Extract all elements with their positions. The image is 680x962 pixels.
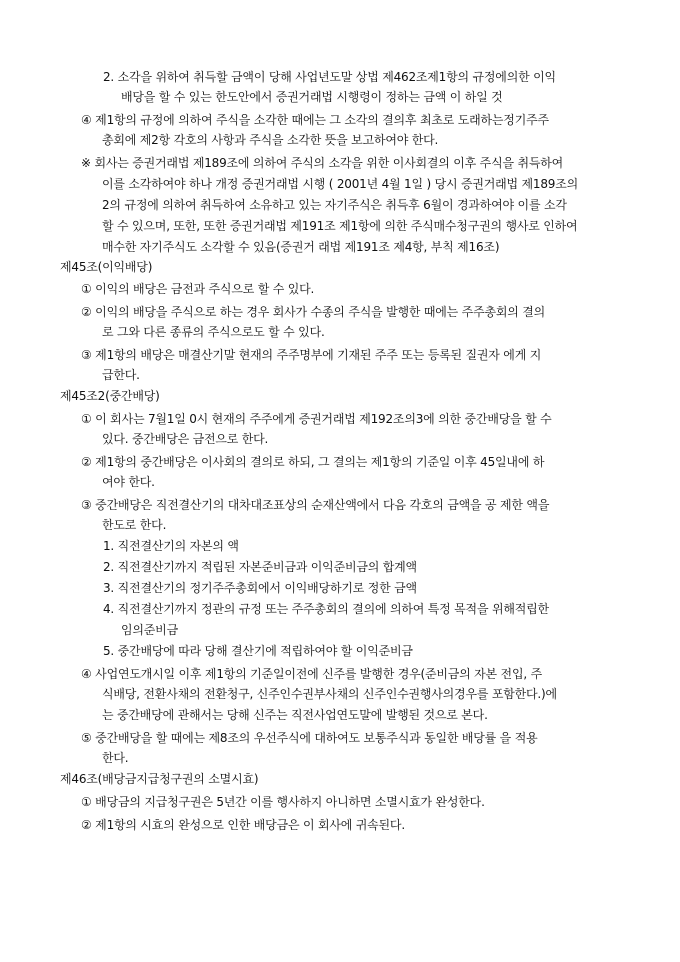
text-line: ① 이 회사는 7월1일 0시 현재의 주주에게 증권거래법 제192조의3에 의한 중간배당을 할 수 (81, 412, 552, 426)
text-line: ※ 회사는 증권거래법 제189조에 의하여 주식의 소각을 위한 이사회결의 이후 주식을 취득하여 (81, 156, 564, 170)
text-line: 2의 규정에 의하여 취득하여 소유하고 있는 자기주식은 취득후 6월이 경과하여야 이를 소각 (102, 198, 567, 212)
text-line: 는 중간배당에 관해서는 당해 신주는 직전사업연도말에 발행된 것으로 본다. (102, 708, 488, 722)
text-line: ④ 사업연도개시일 이후 제1항의 기준일이전에 신주를 발행한 경우(준비금의 자본 전입, 주 (81, 667, 542, 681)
text-line: 한도로 한다. (102, 518, 167, 532)
text-line: 2. 소각을 위하여 취득할 금액이 당해 사업년도말 상법 제462조제1항의 규정에의한 이익 (103, 70, 556, 84)
text-line: 임의준비금 (121, 623, 178, 637)
text-line: ② 이익의 배당을 주식으로 하는 경우 회사가 수종의 주식을 발행한 때에는 주주총회의 결의 (81, 305, 546, 319)
text-line: 식배당, 전환사채의 전환청구, 신주인수권부사채의 신주인수권행사의경우를 포함한다.)에 (102, 687, 557, 701)
text-line: 로 그와 다른 종류의 주식으로도 할 수 있다. (102, 325, 325, 339)
text-line: 4. 직전결산기까지 정관의 규정 또는 주주총회의 결의에 의하여 특정 목적을 위해적립한 (103, 602, 549, 616)
text-line: 제45조(이익배당) (60, 260, 153, 274)
text-line: 2. 직전결산기까지 적립된 자본준비금과 이익준비금의 합계액 (103, 560, 417, 574)
text-line: 3. 직전결산기의 정기주주총회에서 이익배당하기로 정한 금액 (103, 581, 417, 595)
text-line: 총회에 제2항 각호의 사항과 주식을 소각한 뜻을 보고하여야 한다. (102, 133, 439, 147)
text-line: ② 제1항의 시효의 완성으로 인한 배당금은 이 회사에 귀속된다. (81, 818, 405, 832)
text-line: 1. 직전결산기의 자본의 액 (103, 539, 239, 553)
text-line: ③ 중간배당은 직전결산기의 대차대조표상의 순재산액에서 다음 각호의 금액을 공 제한 액을 (81, 498, 550, 512)
text-line: ③ 제1항의 배당은 매결산기말 현재의 주주명부에 기재된 주주 또는 등록된 질권자 에게 지 (81, 348, 542, 362)
text-line: 있다. 중간배당은 금전으로 한다. (102, 432, 269, 446)
text-line: ② 제1항의 중간배당은 이사회의 결의로 하되, 그 결의는 제1항의 기준일 이후 45일내에 하 (81, 455, 545, 469)
text-line: 이를 소각하여야 하나 개정 증권거래법 시행 ( 2001년 4월 1일 ) 당시 증권거래법 제189조의 (102, 177, 579, 191)
text-line: ④ 제1항의 규정에 의하여 주식을 소각한 때에는 그 소각의 결의후 최초로 도래하는정기주주 (81, 113, 549, 127)
text-line: 여야 한다. (102, 475, 155, 489)
text-line: 제45조2(중간배당) (60, 389, 160, 403)
text-line: ① 이익의 배당은 금전과 주식으로 할 수 있다. (81, 282, 315, 296)
text-line: ⑤ 중간배당을 할 때에는 제8조의 우선주식에 대하여도 보통주식과 동일한 배당률 을 적용 (81, 731, 538, 745)
text-line: 할 수 있으며, 또한, 또한 증권거래법 제191조 제1항에 의한 주식매수청구권의 행사로 인하여 (102, 219, 578, 233)
text-line: 한다. (102, 751, 129, 765)
text-line: ① 배당금의 지급청구권은 5년간 이를 행사하지 아니하면 소멸시효가 완성한다. (81, 795, 485, 809)
text-line: 5. 중간배당에 따라 당해 결산기에 적립하여야 할 이익준비금 (103, 644, 413, 658)
text-line: 매수한 자기주식도 소각할 수 있음(증권거 래법 제191조 제4항, 부칙 제16조) (102, 240, 500, 254)
text-line: 급한다. (102, 368, 140, 382)
text-line: 배당을 할 수 있는 한도안에서 증권거래법 시행령이 정하는 금액 이 하일 것 (121, 90, 503, 104)
text-line: 제46조(배당금지급청구권의 소멸시효) (60, 772, 259, 786)
